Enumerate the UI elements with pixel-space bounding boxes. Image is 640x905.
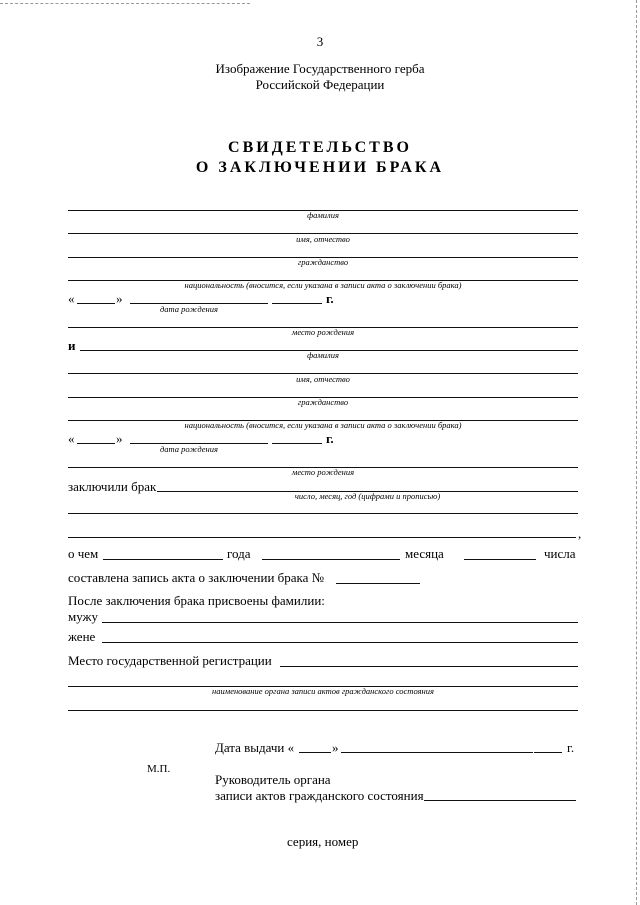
- issue-month-field[interactable]: [341, 752, 533, 753]
- caption-name: имя, отчество: [296, 234, 350, 244]
- record-label: составлена запись акта о заключении брака №: [68, 570, 325, 585]
- surnames-assigned-label: После заключения брака присвоены фамилии:: [68, 593, 325, 608]
- record-number-field[interactable]: [336, 583, 420, 584]
- married-label: заключили брак: [68, 479, 157, 494]
- and-label: и: [68, 338, 76, 353]
- series-number: серия, номер: [287, 834, 359, 849]
- caption-birth-date: дата рождения: [160, 304, 218, 314]
- quote-close: »: [332, 740, 339, 755]
- head-signature-field[interactable]: [424, 800, 576, 801]
- caption-marriage-date: число, месяц, год (цифрами и прописью): [294, 491, 441, 501]
- quote-close: »: [116, 291, 123, 306]
- birth-day-1-field[interactable]: [77, 303, 115, 304]
- emblem-note-line1: Изображение Государственного герба: [215, 61, 425, 76]
- year-suffix: г.: [567, 740, 575, 755]
- issue-year-field[interactable]: [534, 752, 562, 753]
- caption-surname: фамилия: [307, 210, 339, 220]
- year-word: года: [227, 546, 251, 561]
- caption-birth-date: дата рождения: [160, 444, 218, 454]
- wife-label: жене: [68, 629, 96, 644]
- about-year-field[interactable]: [103, 559, 223, 560]
- registration-place-field[interactable]: [280, 666, 578, 667]
- caption-citizenship: гражданство: [297, 397, 349, 407]
- caption-nationality: национальность (вносится, если указана в записи акта о заключении брака): [184, 420, 462, 430]
- caption-birth-place: место рождения: [291, 467, 355, 477]
- quote-open: «: [68, 291, 75, 306]
- document-title-line2: О ЗАКЛЮЧЕНИИ БРАКА: [195, 159, 445, 176]
- comma: ,: [578, 526, 582, 541]
- birth-day-2-field[interactable]: [77, 443, 115, 444]
- registration-place-label: Место государственной регистрации: [68, 653, 272, 668]
- stamp-place: М.П.: [147, 763, 171, 775]
- husband-surname-field[interactable]: [102, 622, 578, 623]
- caption-surname: фамилия: [307, 350, 339, 360]
- registration-place-line3[interactable]: [68, 710, 578, 711]
- caption-registry-name: наименование органа записи актов гражданского состояния: [212, 686, 434, 696]
- issue-date-label: Дата выдачи «: [215, 740, 295, 755]
- quote-close: »: [116, 431, 123, 446]
- birth-year-2-field[interactable]: [272, 443, 322, 444]
- caption-nationality: национальность (вносится, если указана в записи акта о заключении брака): [184, 280, 462, 290]
- head-label-line1: Руководитель органа: [215, 772, 331, 787]
- marriage-date-line2[interactable]: [68, 513, 578, 514]
- page-edge: [636, 0, 637, 905]
- month-word: месяца: [405, 546, 444, 561]
- page-number: 3: [316, 34, 324, 49]
- birth-year-1-field[interactable]: [272, 303, 322, 304]
- issue-day-field[interactable]: [299, 752, 331, 753]
- quote-open: «: [68, 431, 75, 446]
- document-title-line1: СВИДЕТЕЛЬСТВО: [228, 139, 412, 156]
- year-suffix: г.: [326, 431, 334, 446]
- head-label-line2: записи актов гражданского состояния: [215, 788, 424, 803]
- marriage-date-line3[interactable]: [68, 537, 576, 538]
- caption-name: имя, отчество: [296, 374, 350, 384]
- day-word: числа: [544, 546, 576, 561]
- emblem-note-line2: Российской Федерации: [255, 77, 385, 92]
- caption-birth-place: место рождения: [291, 327, 355, 337]
- page-top-edge: [0, 3, 250, 4]
- about-day-field[interactable]: [464, 559, 536, 560]
- year-suffix: г.: [326, 291, 334, 306]
- about-label: о чем: [68, 546, 99, 561]
- caption-citizenship: гражданство: [297, 257, 349, 267]
- husband-label: мужу: [68, 609, 99, 624]
- wife-surname-field[interactable]: [102, 642, 578, 643]
- about-month-field[interactable]: [262, 559, 400, 560]
